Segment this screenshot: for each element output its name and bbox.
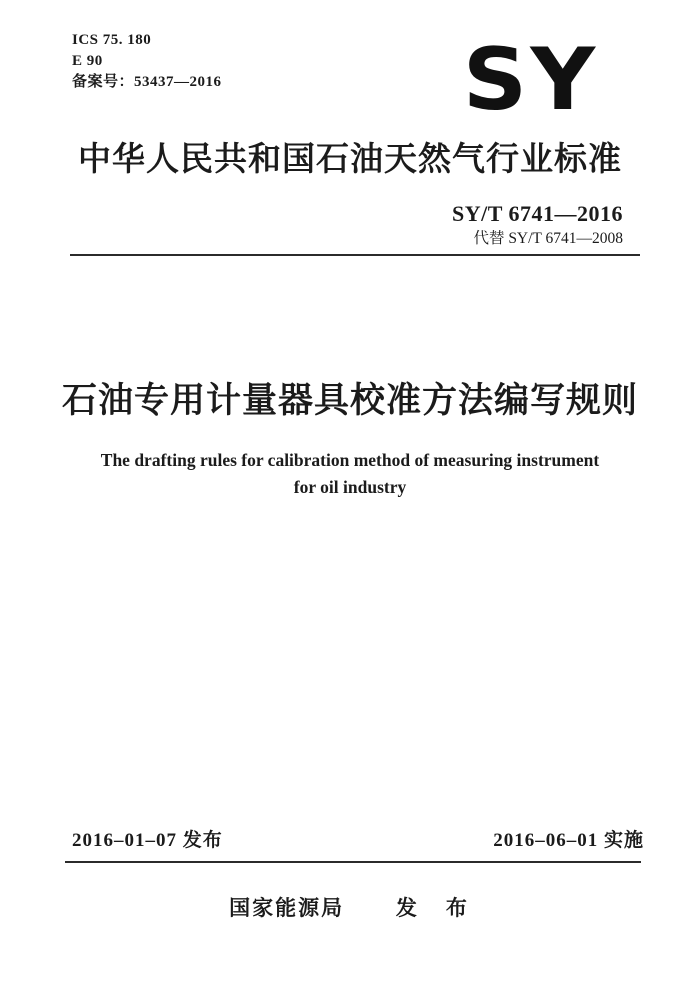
classification-code: E 90 <box>72 53 103 69</box>
document-title-chinese: 石油专用计量器具校准方法编写规则 <box>61 381 638 420</box>
document-title-english <box>0 447 700 501</box>
date-row <box>72 829 644 853</box>
standard-number: SY/T 6741—2016 <box>451 201 623 226</box>
issue-date: 2016–01–07 发布 <box>72 830 223 851</box>
publisher-row <box>0 896 700 922</box>
publish-label: 发 布 <box>395 897 471 920</box>
standard-header-title: 中华人民共和国石油天然气行业标准 <box>78 140 622 177</box>
implementation-date: 2016–06–01 实施 <box>493 830 644 851</box>
bottom-divider-rule <box>65 861 641 863</box>
top-divider-rule <box>70 254 640 256</box>
record-number: 备案号：53437—2016 <box>72 74 222 90</box>
ics-code: ICS 75. 180 <box>72 32 152 48</box>
publisher-name: 国家能源局 <box>229 897 345 920</box>
standard-number-block <box>452 201 623 248</box>
replaced-standard: 代替 SY/T 6741—2008 <box>473 230 623 247</box>
top-meta-block <box>72 30 222 93</box>
title-english-line1: The drafting rules for calibration method of measuring instrument <box>100 450 600 470</box>
title-english-line2: for oil industry <box>293 477 407 497</box>
sy-logo: SY <box>462 30 598 130</box>
